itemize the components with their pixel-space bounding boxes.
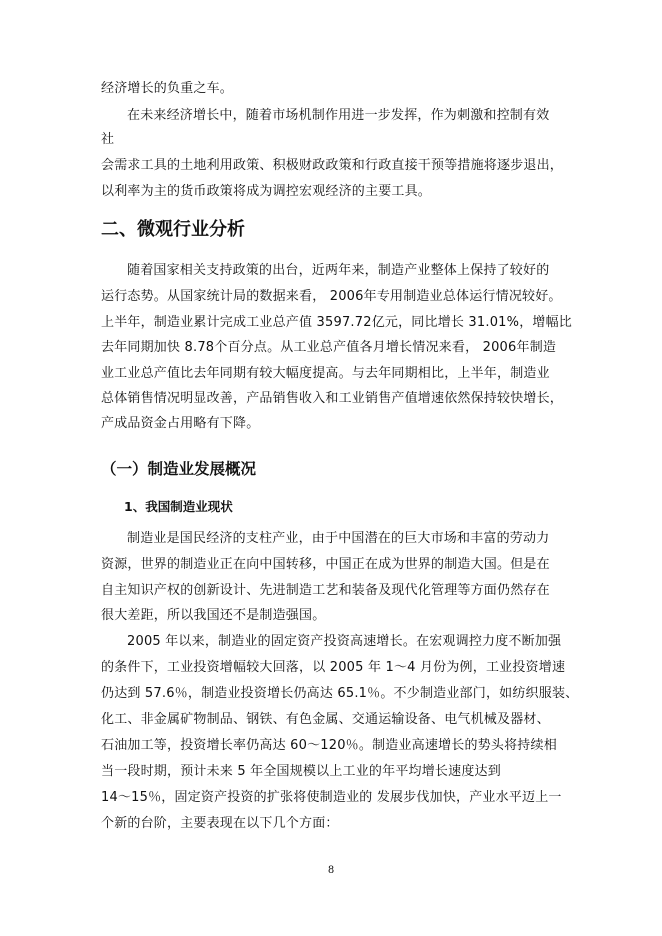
text-line: 14～15％，固定资产投资的扩张将使制造业的 发展步伐加快，产业水平迈上一: [101, 790, 562, 805]
text-line: 以利率为主的货币政策将成为调控宏观经济的主要工具。: [101, 184, 432, 199]
text-line: 去年同期加快 8.78个百分点。从工业总产值各月增长情况来看， 2006年制造: [101, 340, 557, 355]
page-number: 8: [327, 865, 335, 876]
text-line: 制造业是国民经济的支柱产业，由于中国潜在的巨大市场和丰富的劳动力: [127, 531, 550, 546]
text-line: 仍达到 57.6％，制造业投资增长仍高达 65.1％。不少制造业部门，如纺织服装、: [101, 686, 579, 701]
subsubsection-heading: 1、我国制造业现状: [124, 499, 233, 514]
text-line: 自主知识产权的创新设计、先进制造工艺和装备及现代化管理等方面仍然存在: [101, 583, 550, 598]
text-line: 在未来经济增长中，随着市场机制作用进一步发挥，作为刺激和控制有效: [127, 108, 550, 123]
text-line: 当一段时期，预计未来 5 年全国规模以上工业的年平均增长速度达到: [101, 764, 501, 779]
text-line: 很大差距，所以我国还不是制造强国。: [101, 608, 326, 623]
subsection-heading: （一）制造业发展概况: [101, 460, 257, 478]
text-line: 个新的台阶，主要表现在以下几个方面：: [101, 816, 339, 831]
text-line: 总体销售情况明显改善，产品销售收入和工业销售产值增速依然保持较快增长，: [101, 391, 564, 406]
text-line: 上半年，制造业累计完成工业总产值 3597.72亿元，同比增长 31.01%，增幅比: [101, 315, 572, 330]
text-line: 业工业总产值比去年同期有较大幅度提高。与去年同期相比，上半年，制造业: [101, 366, 550, 381]
text-line: 化工、非金属矿物制品、钢铁、有色金属、交通运输设备、电气机械及器材、: [101, 712, 550, 727]
text-line: 石油加工等，投资增长率仍高达 60～120％。制造业高速增长的势头将持续相: [101, 738, 557, 753]
text-line: 的条件下，工业投资增幅较大回落，以 2005 年 1～4 月份为例，工业投资增速: [101, 660, 566, 675]
text-line: 随着国家相关支持政策的出台，近两年来，制造产业整体上保持了较好的: [127, 263, 550, 278]
text-line: 产成品资金占用略有下降。: [101, 416, 260, 431]
text-line: 2005 年以来，制造业的固定资产投资高速增长。在宏观调控力度不断加强: [127, 634, 562, 649]
text-line: 运行态势。从国家统计局的数据来看， 2006年专用制造业总体运行情况较好。: [101, 289, 562, 304]
text-line: 经济增长的负重之车。: [101, 81, 234, 96]
text-line: 资源，世界的制造业正在向中国转移，中国正在成为世界的制造大国。但是在: [101, 557, 550, 572]
text-line: 社: [101, 132, 115, 147]
text-line: 会需求工具的土地利用政策、积极财政政策和行政直接干预等措施将逐步退出，: [101, 158, 564, 173]
section-heading: 二、微观行业分析: [101, 219, 245, 240]
